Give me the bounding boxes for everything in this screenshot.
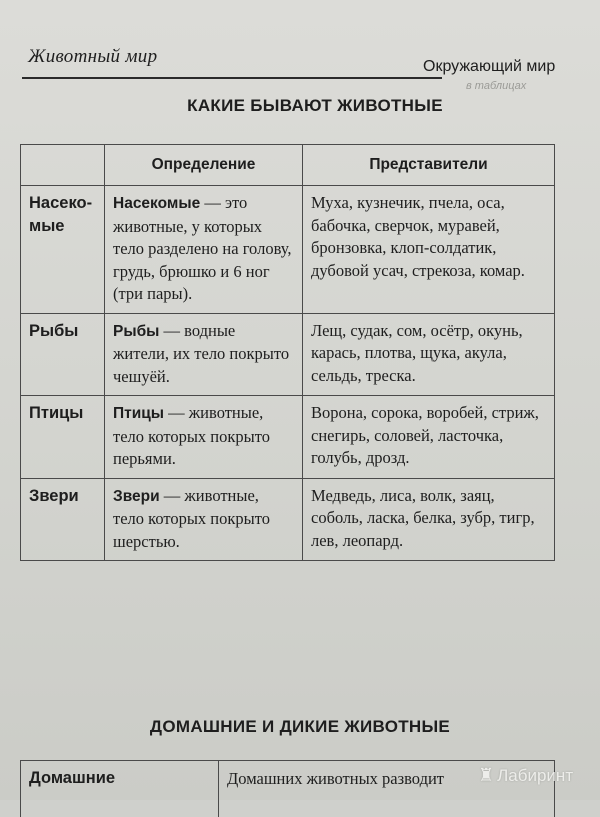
category-cell: Рыбы <box>21 313 105 396</box>
term: Звери <box>113 488 160 505</box>
table-header-row <box>21 145 555 186</box>
definition-cell <box>105 478 303 561</box>
examples-cell: Ворона, сорока, воробей, стриж, снегирь, соловей, ласточка, голубь, дрозд. <box>303 396 555 479</box>
category-cell: Звери <box>21 478 105 561</box>
table2-col2: Домашних животных разводит <box>219 761 555 817</box>
definition-cell <box>105 186 303 314</box>
category-cell: Птицы <box>21 396 105 479</box>
term: Рыбы <box>113 323 159 340</box>
definition-cell <box>105 396 303 479</box>
term: Насекомые <box>113 195 200 212</box>
table-row <box>21 186 555 314</box>
definition-cell <box>105 313 303 396</box>
watermark-text: Лабиринт <box>497 766 573 785</box>
running-header-subtitle: в таблицах <box>466 80 526 92</box>
domestic-wild-table <box>20 760 555 817</box>
section-title: КАКИЕ БЫВАЮТ ЖИВОТНЫЕ <box>0 96 600 116</box>
category-cell: Насеко- мые <box>21 186 105 314</box>
table-row <box>21 313 555 396</box>
definition-text: — водные жители, их тело покрыто чешуёй. <box>113 321 289 386</box>
running-header-book: Окружающий мир <box>423 58 555 76</box>
header-definition: Определение <box>105 145 303 186</box>
examples-cell: Муха, кузнечик, пчела, оса, бабочка, сверчок, муравей, бронзовка, клоп-солдатик, дубовой усач, стрекоза, комар. <box>303 186 555 314</box>
examples-cell: Лещ, судак, сом, осётр, окунь, карась, плотва, щука, акула, сельдь, треска. <box>303 313 555 396</box>
term: Птицы <box>113 405 164 422</box>
header-examples: Представители <box>303 145 555 186</box>
labyrinth-logo-icon: ♜ <box>478 765 494 786</box>
table-row <box>21 478 555 561</box>
watermark <box>478 765 573 786</box>
header-rule <box>22 77 442 79</box>
examples-cell: Медведь, лиса, волк, заяц, соболь, ласка, белка, зубр, тигр, лев, леопард. <box>303 478 555 561</box>
section-title-2: ДОМАШНИЕ И ДИКИЕ ЖИВОТНЫЕ <box>0 717 600 737</box>
animals-table <box>20 144 555 561</box>
definition-text: — животные, тело которых покрыто перьями. <box>113 403 270 468</box>
running-header-section: Животный мир <box>28 46 157 68</box>
table-row <box>21 396 555 479</box>
table2-col1: Домашние <box>21 761 219 817</box>
definition-text: — животные, тело которых покрыто шерстью. <box>113 486 270 551</box>
header-empty <box>21 145 105 186</box>
table-row <box>21 761 555 817</box>
definition-text: — это животные, у которых тело разделено на голову, грудь, брюшко и 6 ног (три пары). <box>113 193 292 303</box>
